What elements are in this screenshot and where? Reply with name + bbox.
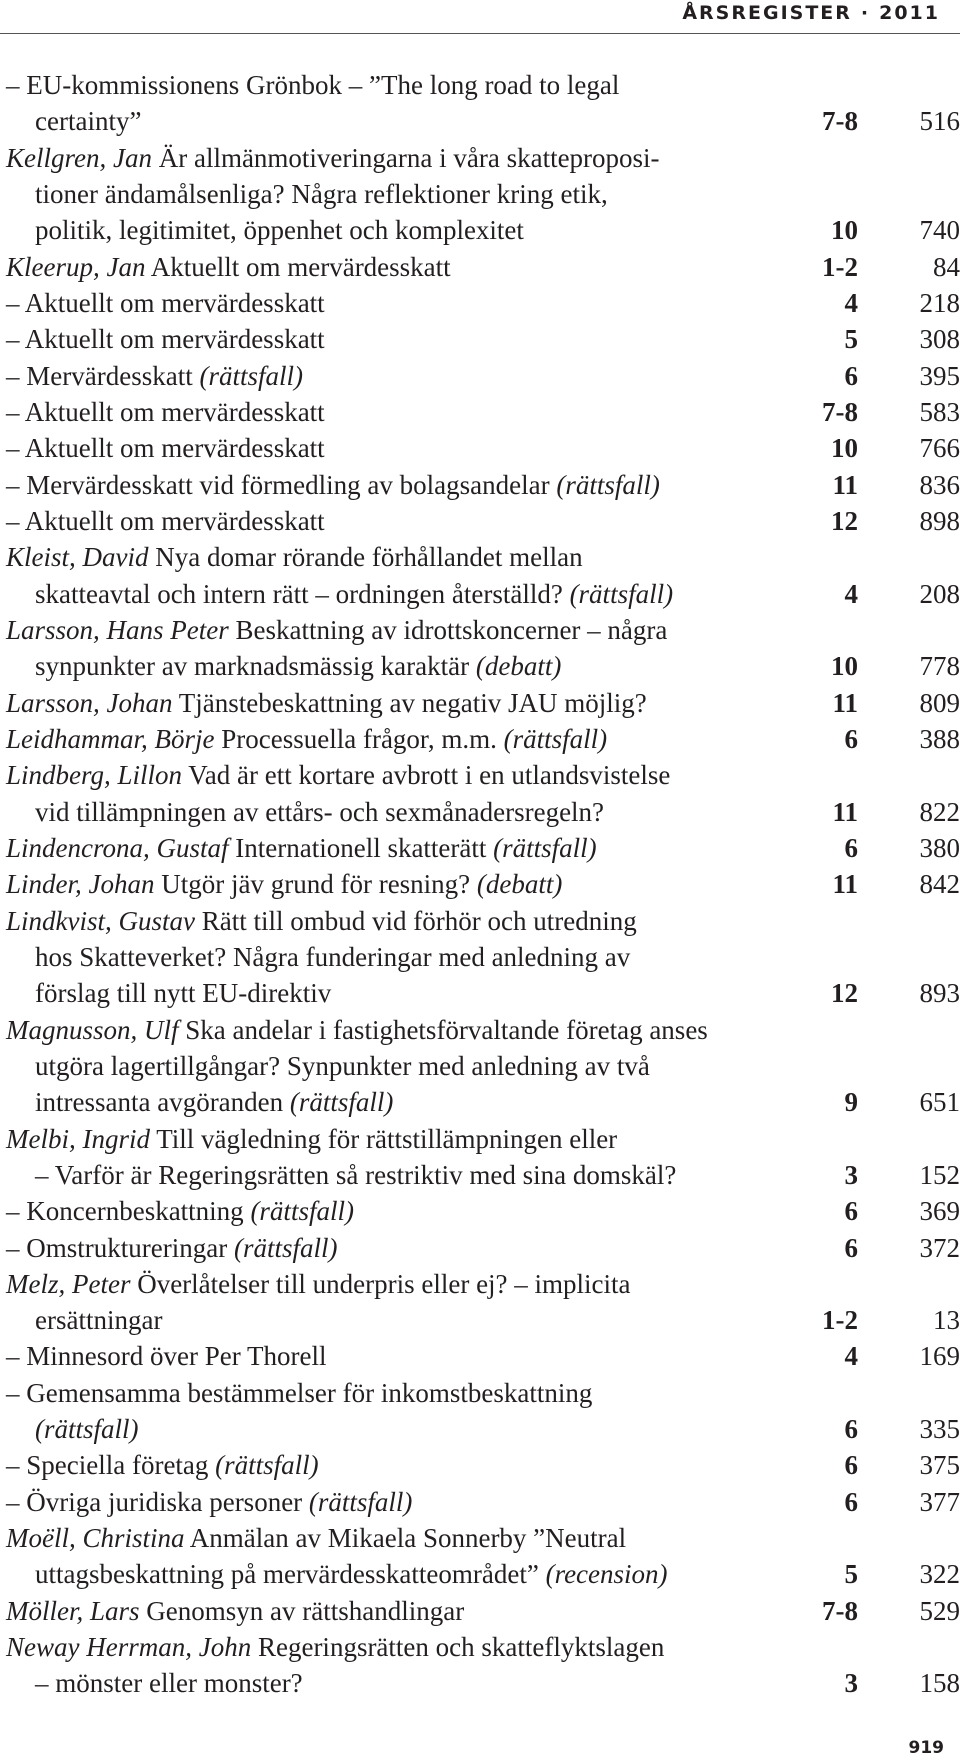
category-note: (rättsfall) <box>503 723 608 754</box>
title-text: – Aktuellt om mervärdesskatt <box>6 287 325 318</box>
register-line <box>6 794 960 830</box>
register-line <box>6 576 960 612</box>
entry-text <box>6 285 325 321</box>
register-line <box>6 1338 960 1374</box>
page-reference: 152 <box>919 1159 960 1190</box>
page-reference: 651 <box>919 1087 960 1118</box>
register-line <box>6 1411 960 1447</box>
author-name: Neway Herrman, John <box>6 1632 252 1663</box>
page-reference: 377 <box>919 1486 960 1517</box>
category-note: (rättsfall) <box>215 1450 319 1481</box>
register-line <box>6 903 960 939</box>
title-text: – Aktuellt om mervärdesskatt <box>6 505 325 536</box>
author-name: Kleist, David <box>6 542 149 573</box>
page-reference: 158 <box>919 1668 960 1699</box>
issue-number: 5 <box>844 324 858 355</box>
title-text: Rätt till ombud vid förhör och utredning <box>195 905 637 936</box>
entry-text <box>35 1302 162 1338</box>
title-text: – Omstruktureringar <box>6 1232 234 1263</box>
title-text: Nya domar rörande förhållandet mellan <box>148 542 583 573</box>
title-text: synpunkter av marknadsmässig karaktär <box>35 651 476 682</box>
entry-text <box>6 503 325 539</box>
register-line <box>6 1121 960 1157</box>
issue-number: 12 <box>831 978 858 1009</box>
author-name: Lindberg, Lillon <box>6 760 183 791</box>
entry-text <box>35 1665 303 1701</box>
author-name: Kellgren, Jan <box>6 142 152 173</box>
entry-text <box>35 103 141 139</box>
issue-number: 4 <box>844 1341 858 1372</box>
entry-text <box>6 757 670 793</box>
register-line <box>6 721 960 757</box>
page-reference: 308 <box>919 324 960 355</box>
entry-text <box>6 1629 664 1665</box>
entry-text <box>6 1375 592 1411</box>
category-note: (rättsfall) <box>569 578 674 609</box>
page-reference: 516 <box>919 106 960 137</box>
author-name: Leidhammar, Börje <box>6 723 215 754</box>
issue-number: 10 <box>831 651 858 682</box>
issue-number: 6 <box>844 1196 858 1227</box>
title-text: Är allmänmotiveringarna i våra skatteproposi- <box>151 142 660 173</box>
title-text: förslag till nytt EU-direktiv <box>35 978 332 1009</box>
register-line <box>6 1375 960 1411</box>
issue-number: 7-8 <box>822 1595 858 1626</box>
category-note: (recension) <box>545 1559 668 1590</box>
issue-number: 10 <box>831 215 858 246</box>
entry-text <box>6 1266 631 1302</box>
register-line <box>6 1012 960 1048</box>
issue-number: 11 <box>832 469 858 500</box>
register-line <box>6 67 960 103</box>
header-year: 2011 <box>879 2 940 24</box>
entry-text <box>6 721 607 757</box>
running-header <box>682 2 940 24</box>
title-text: Internationell skatterätt <box>228 832 494 863</box>
title-text: Till vägledning för rättstillämpningen eller <box>149 1123 618 1154</box>
page-reference: 583 <box>919 396 960 427</box>
page-reference: 893 <box>919 978 960 1009</box>
entry-text <box>6 903 637 939</box>
issue-number: 6 <box>844 1414 858 1445</box>
category-note: (debatt) <box>475 651 562 682</box>
register-line <box>6 1084 960 1120</box>
issue-number: 6 <box>844 360 858 391</box>
register-line <box>6 866 960 902</box>
entry-text <box>6 1593 464 1629</box>
page-number: 919 <box>908 1738 944 1758</box>
issue-number: 11 <box>832 687 858 718</box>
register-line <box>6 1266 960 1302</box>
issue-number: 12 <box>831 505 858 536</box>
register-line <box>6 1520 960 1556</box>
author-name: Magnusson, Ulf <box>6 1014 179 1045</box>
title-text: Vad är ett kortare avbrott i en utlandsvistelse <box>182 760 671 791</box>
page-reference: 84 <box>933 251 960 282</box>
register-line <box>6 539 960 575</box>
author-name: Larsson, Johan <box>6 687 173 718</box>
register-line <box>6 975 960 1011</box>
title-text: – Gemensamma bestämmelser för inkomstbeskattning <box>6 1377 593 1408</box>
category-note: (rättsfall) <box>308 1486 413 1517</box>
entry-text <box>6 1338 326 1374</box>
category-note: (rättsfall) <box>233 1232 338 1263</box>
entry-text <box>6 685 647 721</box>
register-line <box>6 757 960 793</box>
title-text: – Mervärdesskatt vid förmedling av bolagsandelar <box>6 469 557 500</box>
issue-number: 6 <box>844 723 858 754</box>
header-rule <box>0 33 960 34</box>
title-text: – Varför är Regeringsrätten så restriktiv med sina domskäl? <box>35 1159 677 1190</box>
author-name: Melz, Peter <box>6 1268 131 1299</box>
issue-number: 1-2 <box>822 251 858 282</box>
author-name: Lindencrona, Gustaf <box>6 832 229 863</box>
category-note: (debatt) <box>476 869 563 900</box>
entry-text <box>6 321 325 357</box>
entry-text <box>35 176 608 212</box>
entry-text <box>35 794 604 830</box>
title-text: Beskattning av idrottskoncerner – några <box>228 614 668 645</box>
title-text: Utgör jäv grund för resning? <box>154 869 477 900</box>
title-text: – EU-kommissionens Grönbok – ”The long road to legal <box>6 70 620 100</box>
entry-text <box>6 830 597 866</box>
page-reference: 778 <box>919 651 960 682</box>
issue-number: 9 <box>844 1087 858 1118</box>
register-entries <box>6 67 960 1702</box>
title-text: intressanta avgöranden <box>35 1087 290 1118</box>
header-title: ÅRSREGISTER <box>682 2 852 24</box>
register-line <box>6 285 960 321</box>
title-text: tioner ändamålsenliga? Några reflektioner kring etik, <box>35 178 608 209</box>
title-text: Aktuellt om mervärdesskatt <box>145 251 451 282</box>
title-text: Processuella frågor, m.m. <box>214 723 504 754</box>
page-reference: 380 <box>919 832 960 863</box>
title-text: utgöra lagertillgångar? Synpunkter med anledning av två <box>35 1050 650 1081</box>
register-line <box>6 1484 960 1520</box>
page-reference: 369 <box>919 1196 960 1227</box>
issue-number: 3 <box>844 1159 858 1190</box>
category-note: (rättsfall) <box>250 1196 354 1227</box>
author-name: Larsson, Hans Peter <box>6 614 229 645</box>
title-text: – Aktuellt om mervärdesskatt <box>6 433 325 464</box>
issue-number: 4 <box>844 287 858 318</box>
title-text: politik, legitimitet, öppenhet och komplexitet <box>35 215 524 246</box>
page-reference: 766 <box>919 433 960 464</box>
entry-text <box>35 212 524 248</box>
entry-text <box>35 1157 676 1193</box>
title-text: Tjänstebeskattning av negativ JAU möjlig? <box>172 687 647 718</box>
page-reference: 388 <box>919 723 960 754</box>
register-line <box>6 1157 960 1193</box>
entry-text <box>35 939 630 975</box>
title-text: – Aktuellt om mervärdesskatt <box>6 396 325 427</box>
category-note: (rättsfall) <box>556 469 660 500</box>
page-reference: 836 <box>919 469 960 500</box>
register-line <box>6 1230 960 1266</box>
register-line <box>6 467 960 503</box>
issue-number: 6 <box>844 1232 858 1263</box>
page-reference: 335 <box>919 1414 960 1445</box>
author-name: Kleerup, Jan <box>6 251 146 282</box>
register-line <box>6 358 960 394</box>
register-line <box>6 1302 960 1338</box>
register-line <box>6 140 960 176</box>
entry-text <box>6 1193 354 1229</box>
issue-number: 11 <box>832 796 858 827</box>
register-line <box>6 212 960 248</box>
category-note: (rättsfall) <box>35 1414 139 1445</box>
register-line <box>6 1556 960 1592</box>
title-text: vid tillämpningen av ettårs- och sexmånadersregeln? <box>35 796 605 827</box>
register-line <box>6 321 960 357</box>
entry-text <box>35 1048 650 1084</box>
entry-text <box>6 1012 708 1048</box>
entry-text <box>35 648 561 684</box>
author-name: Lindkvist, Gustav <box>6 905 195 936</box>
page-reference: 822 <box>919 796 960 827</box>
page-reference: 740 <box>919 215 960 246</box>
title-text: Anmälan av Mikaela Sonnerby ”Neutral <box>184 1523 627 1554</box>
title-text: Ska andelar i fastighetsförvaltande företag anses <box>178 1014 708 1045</box>
register-line <box>6 103 960 139</box>
issue-number: 11 <box>832 869 858 900</box>
issue-number: 3 <box>844 1668 858 1699</box>
page-reference: 395 <box>919 360 960 391</box>
title-text: – Minnesord över Per Thorell <box>6 1341 327 1372</box>
register-line <box>6 685 960 721</box>
entry-text <box>6 358 303 394</box>
entry-text <box>6 1447 319 1483</box>
entry-text <box>6 67 619 103</box>
title-text: Överlåtelser till underpris eller ej? – implicita <box>130 1268 631 1299</box>
page-reference: 322 <box>919 1559 960 1590</box>
issue-number: 7-8 <box>822 396 858 427</box>
author-name: Melbi, Ingrid <box>6 1123 150 1154</box>
register-line <box>6 1447 960 1483</box>
register-line <box>6 503 960 539</box>
title-text: – Speciella företag <box>6 1450 216 1481</box>
author-name: Möller, Lars <box>6 1595 140 1626</box>
issue-number: 7-8 <box>822 106 858 137</box>
page-reference: 13 <box>933 1305 960 1336</box>
entry-text <box>35 576 673 612</box>
page-reference: 372 <box>919 1232 960 1263</box>
title-text: – Övriga juridiska personer <box>6 1486 309 1517</box>
entry-text <box>6 1230 337 1266</box>
register-line <box>6 939 960 975</box>
entry-text <box>35 975 331 1011</box>
issue-number: 6 <box>844 1486 858 1517</box>
register-line <box>6 612 960 648</box>
entry-text <box>6 394 325 430</box>
register-line <box>6 1193 960 1229</box>
entry-text <box>6 467 660 503</box>
title-text: – Aktuellt om mervärdesskatt <box>6 324 325 355</box>
entry-text <box>35 1556 668 1592</box>
title-text: Genomsyn av rättshandlingar <box>139 1595 465 1626</box>
entry-text <box>6 539 583 575</box>
page-reference: 842 <box>919 869 960 900</box>
register-line <box>6 176 960 212</box>
issue-number: 6 <box>844 832 858 863</box>
entry-text <box>6 140 660 176</box>
register-line <box>6 830 960 866</box>
author-name: Linder, Johan <box>6 869 155 900</box>
title-text: certainty” <box>35 106 142 137</box>
register-line <box>6 1593 960 1629</box>
entry-text <box>6 1520 626 1556</box>
title-text: – Koncernbeskattning <box>6 1196 251 1227</box>
page-reference: 809 <box>919 687 960 718</box>
title-text: hos Skatteverket? Några funderingar med anledning av <box>35 941 631 972</box>
category-note: (rättsfall) <box>199 360 303 391</box>
issue-number: 6 <box>844 1450 858 1481</box>
register-line <box>6 394 960 430</box>
entry-text <box>35 1411 139 1447</box>
entry-text <box>6 1484 412 1520</box>
entry-text <box>6 430 325 466</box>
page-reference: 375 <box>919 1450 960 1481</box>
register-line <box>6 1048 960 1084</box>
author-name: Moëll, Christina <box>6 1523 185 1554</box>
issue-number: 5 <box>844 1559 858 1590</box>
entry-text <box>6 612 667 648</box>
issue-number: 1-2 <box>822 1305 858 1336</box>
issue-number: 10 <box>831 433 858 464</box>
register-line <box>6 1629 960 1665</box>
entry-text <box>6 1121 617 1157</box>
title-text: ersättningar <box>35 1305 163 1336</box>
category-note: (rättsfall) <box>289 1087 394 1118</box>
title-text: skatteavtal och intern rätt – ordningen återställd? <box>35 578 570 609</box>
title-text: – Mervärdesskatt <box>6 360 200 391</box>
title-text: Regeringsrätten och skatteflyktslagen <box>251 1632 665 1663</box>
register-line <box>6 249 960 285</box>
page-reference: 529 <box>919 1595 960 1626</box>
entry-text <box>6 866 562 902</box>
page-reference: 898 <box>919 505 960 536</box>
register-line <box>6 1665 960 1701</box>
header-separator: · <box>860 2 871 24</box>
category-note: (rättsfall) <box>493 832 597 863</box>
register-line <box>6 648 960 684</box>
title-text: uttagsbeskattning på mervärdesskatteområdet” <box>35 1559 546 1590</box>
title-text: – mönster eller monster? <box>35 1668 303 1699</box>
entry-text <box>35 1084 393 1120</box>
page-reference: 218 <box>919 287 960 318</box>
page-reference: 169 <box>919 1341 960 1372</box>
issue-number: 4 <box>844 578 858 609</box>
register-line <box>6 430 960 466</box>
entry-text <box>6 249 451 285</box>
page-reference: 208 <box>919 578 960 609</box>
